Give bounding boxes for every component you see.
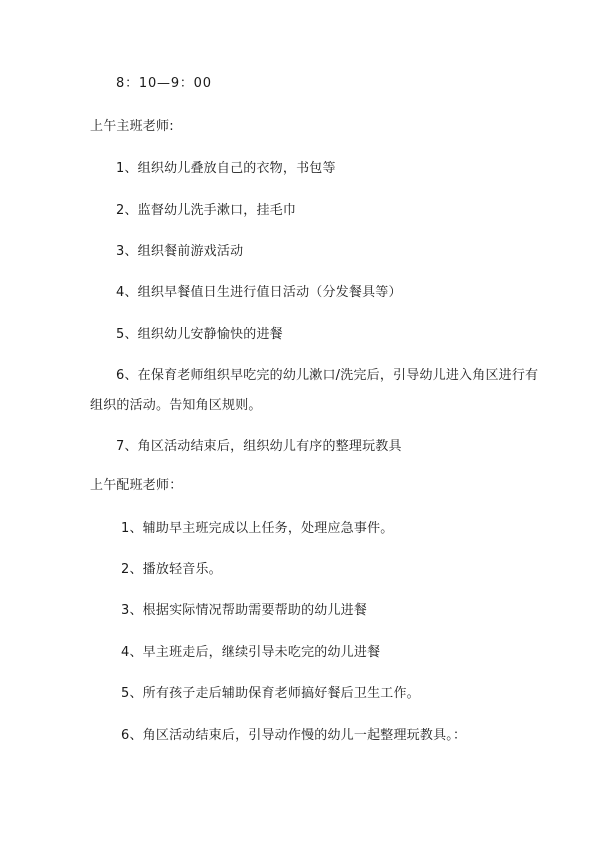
section-heading-main-teacher: 上午主班老师: [90, 119, 174, 134]
list-item: 4、组织早餐值日生进行值日活动（分发餐具等） [116, 285, 402, 300]
list-item-continuation: 组织的活动。告知角区规则。 [90, 398, 262, 413]
list-item: 2、播放轻音乐。 [121, 562, 222, 577]
section-heading-assistant-teacher: 上午配班老师： [90, 478, 183, 493]
list-item: 1、辅助早主班完成以上任务，处理应急事件。 [121, 521, 394, 536]
list-item: 5、所有孩子走后辅助保育老师搞好餐后卫生工作。 [121, 686, 420, 701]
list-item: 3、根据实际情况帮助需要帮助的幼儿进餐 [121, 603, 368, 618]
list-item: 5、组织幼儿安静愉快的进餐 [116, 327, 283, 342]
list-item: 4、早主班走后，继续引导未吃完的幼儿进餐 [121, 645, 381, 660]
list-item: 1、组织幼儿叠放自己的衣物，书包等 [116, 161, 336, 176]
time-range: 8：10—9：00 [116, 76, 212, 91]
list-item: 7、角区活动结束后，组织幼儿有序的整理玩教具 [116, 439, 402, 454]
list-item: 6、在保育老师组织早吃完的幼儿漱口/洗完后，引导幼儿进入角区进行有 [116, 368, 539, 383]
list-item: 6、角区活动结束后，引导动作慢的幼儿一起整理玩教具。： [121, 728, 467, 743]
list-item: 3、组织餐前游戏活动 [116, 244, 244, 259]
list-item: 2、监督幼儿洗手漱口，挂毛巾 [116, 203, 297, 218]
